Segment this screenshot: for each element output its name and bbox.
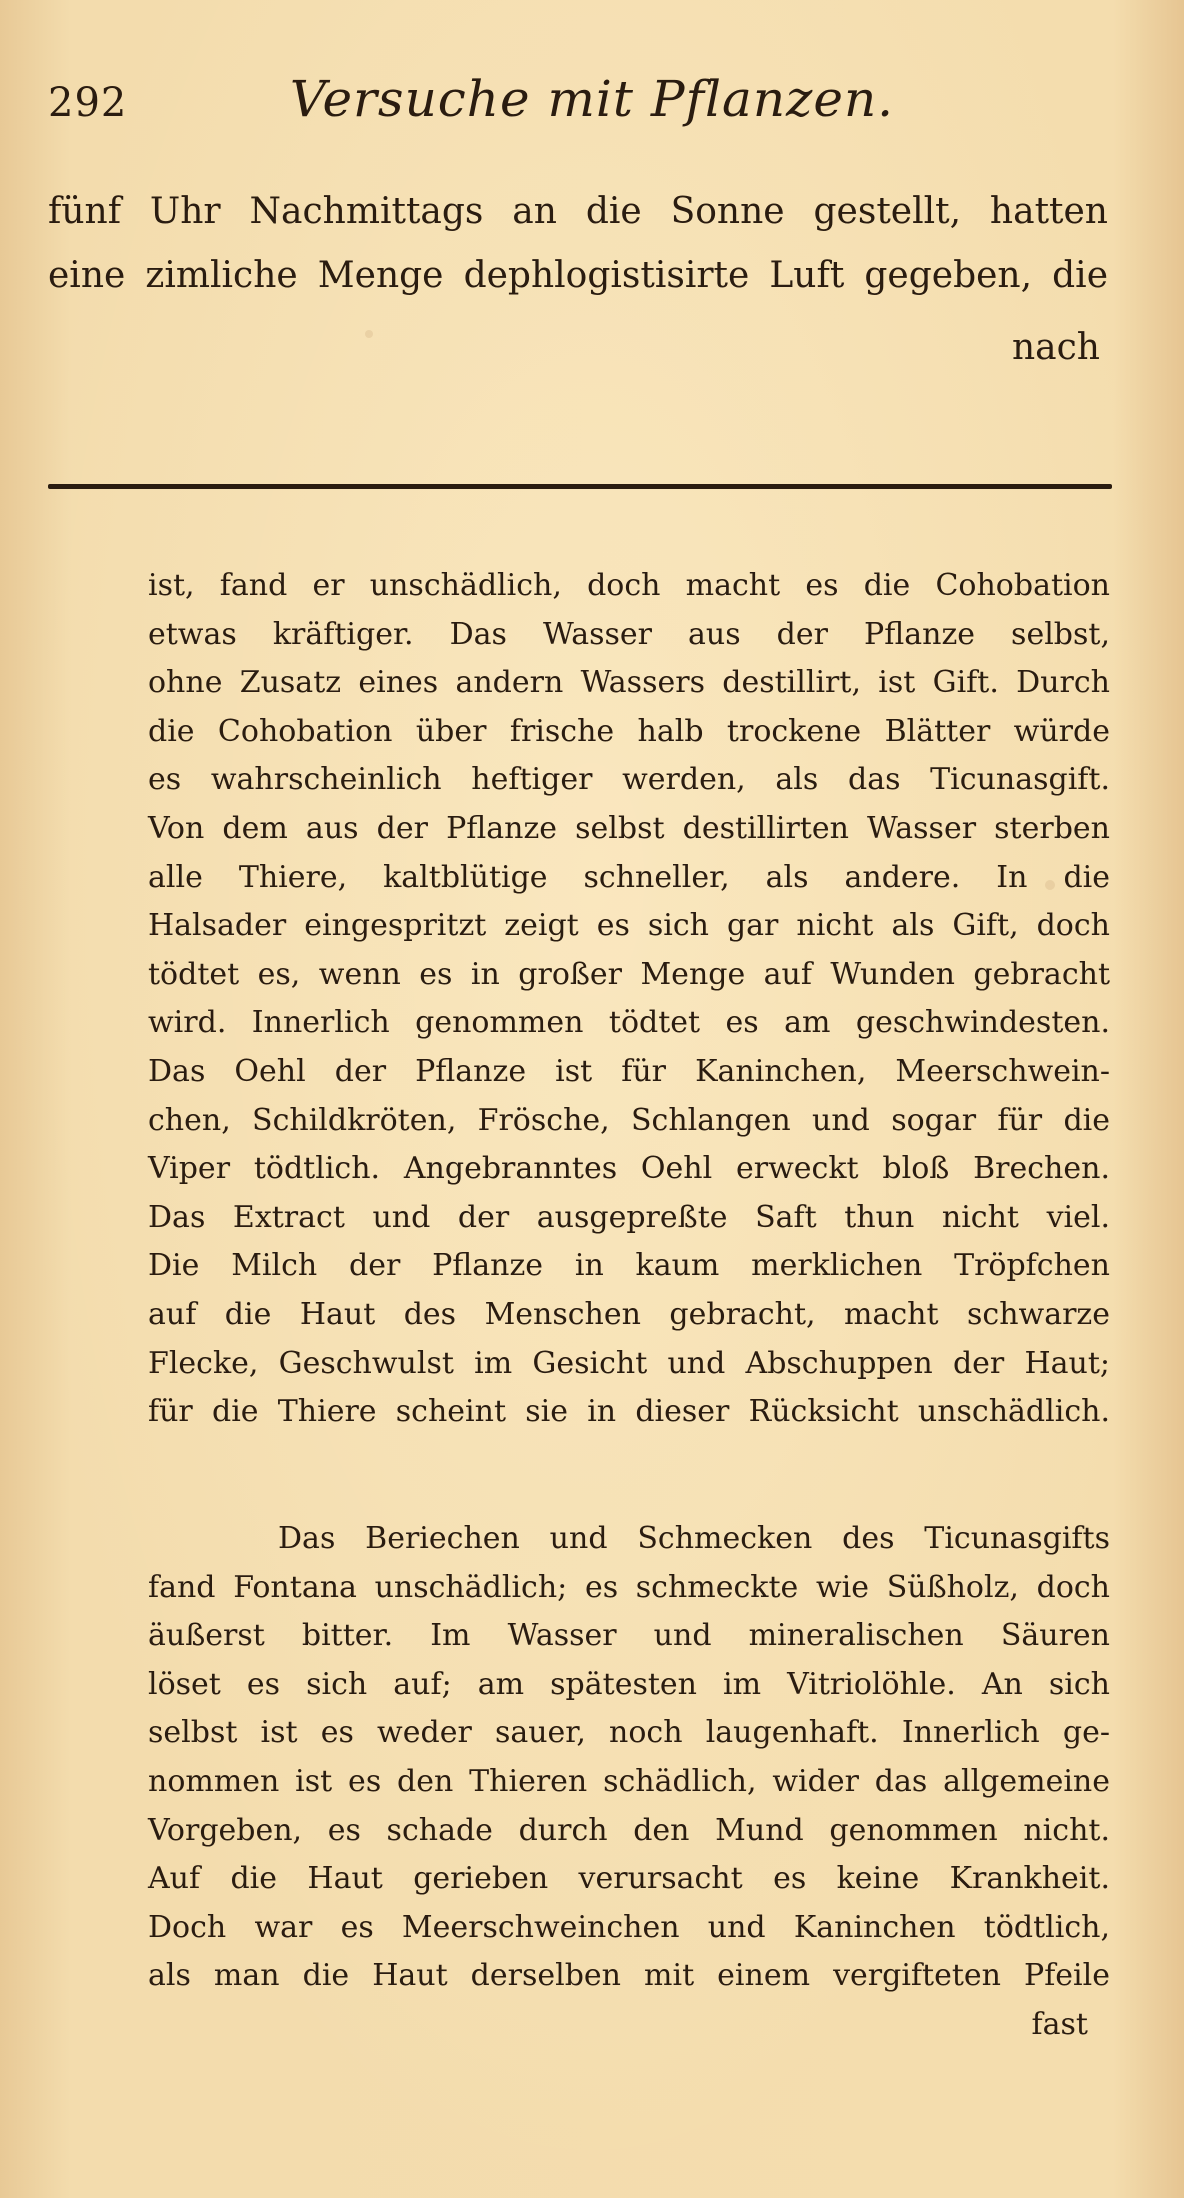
footnote-line: für die Thiere scheint sie in dieser Rücksicht unschädlich. (148, 1394, 1110, 1430)
page-number: 292 (48, 80, 128, 126)
footnote-line: wird. Innerlich genommen tödtet es am geschwindesten. (148, 1005, 1110, 1041)
footnote-line: tödtet es, wenn es in großer Menge auf Wunden gebracht (148, 956, 1110, 992)
text-line: Auf die Haut gerieben verursacht es keine Krankheit. (148, 1861, 1110, 1897)
page-header (0, 70, 1184, 150)
footnote-line: Flecke, Geschwulst im Gesicht und Abschuppen der Haut; (148, 1345, 1110, 1381)
text-line: selbst ist es weder sauer, noch laugenhaft. Innerlich ge- (148, 1715, 1110, 1751)
footnote-block (148, 562, 1110, 1437)
footnote-line: Das Oehl der Pflanze ist für Kaninchen, Meerschwein- (148, 1053, 1110, 1089)
text-line: Vorgeben, es schade durch den Mund genommen nicht. (148, 1812, 1110, 1848)
main-text-bottom (148, 1515, 1110, 2050)
text-line: äußerst bitter. Im Wasser und mineralischen Säuren (148, 1618, 1110, 1654)
footnote-line: chen, Schildkröten, Frösche, Schlangen und sogar für die (148, 1102, 1110, 1138)
main-text-top (48, 180, 1108, 388)
text-line: Doch war es Meerschweinchen und Kaninchen tödtlich, (148, 1909, 1110, 1945)
footnote-line: die Cohobation über frische halb trockene Blätter würde (148, 713, 1110, 749)
footnote-line: Das Extract und der ausgepreßte Saft thun nicht viel. (148, 1199, 1110, 1235)
footnote-line: Von dem aus der Pflanze selbst destillirten Wasser sterben (148, 810, 1110, 846)
text-line: fand Fontana unschädlich; es schmeckte wie Süßholz, doch (148, 1569, 1110, 1605)
footnote-line: alle Thiere, kaltblütige schneller, als andere. In die (148, 859, 1110, 895)
footnote-line: es wahrscheinlich heftiger werden, als das Ticunasgift. (148, 762, 1110, 798)
text-line: löset es sich auf; am spätesten im Vitriolöhle. An sich (148, 1666, 1110, 1702)
footnote-line: Die Milch der Pflanze in kaum merklichen Tröpfchen (148, 1248, 1110, 1284)
text-line: fünf Uhr Nachmittags an die Sonne gestellt, hatten (48, 191, 1108, 232)
footnote-line: etwas kräftiger. Das Wasser aus der Pflanze selbst, (148, 616, 1110, 652)
text-line: eine zimliche Menge dephlogistisirte Luft gegeben, die (48, 255, 1108, 296)
running-title: Versuche mit Pflanzen. (289, 70, 895, 128)
text-line: nommen ist es den Thieren schädlich, wider das allgemeine (148, 1763, 1110, 1799)
catchword: nach (1012, 327, 1100, 368)
text-line: als man die Haut derselben mit einem vergifteten Pfeile (148, 1958, 1110, 1994)
footnote-line: Viper tödtlich. Angebranntes Oehl erweckt bloß Brechen. (148, 1151, 1110, 1187)
footnote-rule (48, 484, 1112, 489)
footnote-line: Halsader eingespritzt zeigt es sich gar nicht als Gift, doch (148, 908, 1110, 944)
footnote-line: ohne Zusatz eines andern Wassers destillirt, ist Gift. Durch (148, 665, 1110, 701)
footnote-line: auf die Haut des Menschen gebracht, macht schwarze (148, 1296, 1110, 1332)
footnote-line: ist, fand er unschädlich, doch macht es die Cohobation (148, 568, 1110, 603)
catchword: fast (1031, 2006, 1088, 2042)
text-line: Das Beriechen und Schmecken des Ticunasgifts (278, 1521, 1110, 1556)
